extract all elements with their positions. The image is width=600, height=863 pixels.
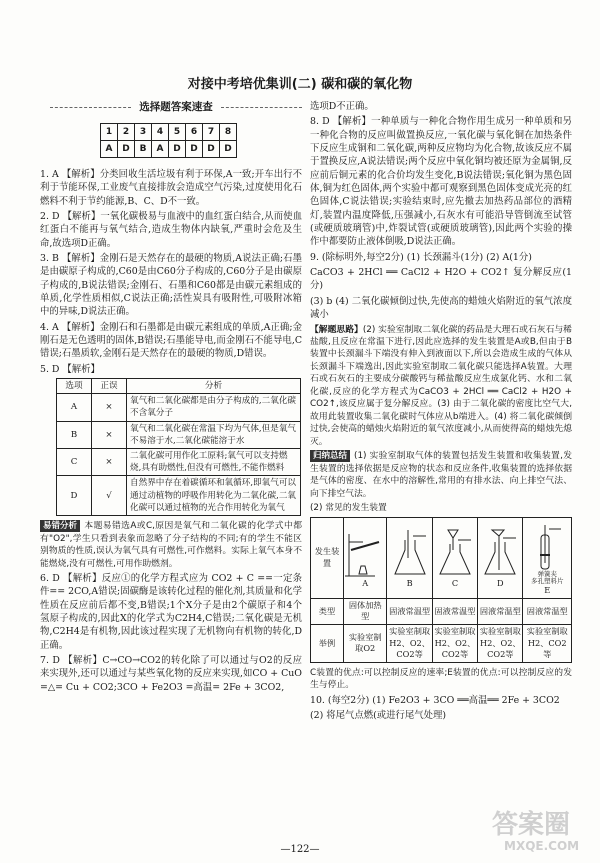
apparatus-note: C装置的优点:可以控制反应的速率;E装置的优点:可以控制反应的发生与停止。	[310, 667, 572, 691]
watermark-url: MXQE.COM	[504, 839, 580, 853]
analysis-mark: ×	[92, 449, 127, 476]
apparatus-letter: D	[497, 577, 504, 588]
answer-10-line-2: (2) 将尾气点燃(或进行尾气处理)	[310, 710, 447, 722]
answer-letter: D	[203, 140, 220, 157]
analysis-text: 二氧化碳可用作化工原料;氧气可以支持燃烧,具有助燃性,但没有可燃性,不能作燃料	[127, 449, 301, 476]
apparatus-cell	[344, 517, 387, 598]
apparatus-row	[311, 517, 572, 598]
apparatus-example: 实验室制取H2、CO2等	[523, 624, 572, 662]
analysis-head-option: 选项	[57, 379, 92, 394]
section-header	[50, 100, 302, 115]
analysis-head-mark: 正误	[92, 379, 127, 394]
analysis-text: 氧气和二氧化碳都是由分子构成的,二氧化碳不含氧分子	[127, 394, 301, 421]
answer-9-line-3: (3) b (4) 二氧化碳倾倒过快,先使高的蜡烛火焰附近的氧气浓度减小	[310, 295, 572, 321]
separatory-funnel-flask-icon	[435, 528, 475, 578]
header-rule-right	[221, 107, 302, 108]
analysis-option: D	[57, 476, 92, 516]
answer-1: 1. A 【解析】分类回收生活垃圾有利于环保,A一致;开车出行不利于节能环保,工业废气直接排放会造成空气污染,过度使用化石燃料不利于节约能源,B、C、D不一致。	[40, 168, 302, 207]
apparatus-example: 实验室制取O2	[344, 624, 387, 662]
apparatus-c-drawing	[434, 526, 476, 578]
answer-6: 6. D 【解析】反应①的化学方程式应为 CO2 + C ==一定条件== 2CO,A错误;固碳酶是该转化过程的催化剂,其质量和化学性质在反应前后都不变,B错误;1个X分子是由2个碳原子和4个氢原子构成的,因此X的化学式为C2H4,C错误;二氧化碳是无机物,C2H4是有机物,因此该过程实现了无机物向有机物的转化,D正确。	[40, 573, 302, 651]
apparatus-cell	[432, 517, 477, 598]
summary-text-2: (2) 常见的发生装置	[310, 503, 387, 514]
apparatus-b-drawing	[388, 526, 430, 578]
apparatus-example: 实验室制取H2、O2、CO2等	[478, 624, 523, 662]
answer-number: 7	[203, 123, 220, 140]
test-tube-clip-icon	[525, 521, 569, 571]
conical-flask-icon	[390, 528, 430, 578]
apparatus-letter: B	[406, 577, 413, 588]
apparatus-row	[311, 598, 572, 624]
answer-7-end: 选项D不正确。	[310, 101, 374, 112]
flask-long-funnel-icon	[480, 528, 520, 578]
answer-2: 2. D 【解析】一氧化碳极易与血液中的血红蛋白结合,从而使血红蛋白不能再与氧气结合,造成生物体内缺氧,严重时会危及生命,故选项D正确。	[40, 210, 302, 249]
section-header-text: 选择题答案速查	[139, 101, 213, 113]
apparatus-letter: C	[451, 577, 459, 588]
apparatus-d-drawing	[479, 526, 521, 578]
analysis-row	[57, 476, 301, 516]
analysis-row	[57, 449, 301, 476]
apparatus-example: 实验室制取H2、O2、CO2等	[432, 624, 477, 662]
answer-letter: D	[118, 140, 135, 157]
error-analysis	[40, 520, 302, 570]
analysis-option: C	[57, 449, 92, 476]
page-title: 对接中考培优集训(二) 碳和碳的氧化物	[187, 77, 413, 92]
answer-letter: A	[152, 140, 169, 157]
apparatus-type: 固液常温型	[478, 598, 523, 624]
answer-letter: D	[186, 140, 203, 157]
right-column	[310, 100, 572, 725]
analysis-option: A	[57, 394, 92, 421]
apparatus-letter: E	[544, 585, 551, 596]
apparatus-row	[311, 624, 572, 662]
apparatus-example: 实验室制取H2、O2、CO2等	[387, 624, 432, 662]
answer-number: 4	[152, 123, 169, 140]
apparatus-type: 固液常温型	[432, 598, 477, 624]
answer-number-row	[101, 123, 237, 140]
solution-idea-label: 【解题思路】	[310, 324, 363, 335]
summary-text-1: (1) 实验室制取气体的装置包括发生装置和收集装置,发生装置的选择依据是反应物的状态和反应条件,收集装置的选择依据是气体的密度、在水中的溶解性,常用的有排水法、向上排空气法、向下排空气法。	[310, 451, 572, 499]
answer-8: 8. D 【解析】一种单质与一种化合物作用生成另一种单质和另一种化合物的反应叫做置换反应,一氧化碳与氧化铜在加热条件下反应生成铜和二氧化碳,两种反应物均为化合物,故该反应不属于置换反应,A说法错误;两个反应中氧化铜均被还原为金属铜,反应前后铜元素的化合价均发生变化,B说法错误;氧化铜为黑色固体,铜为红色固体,两个实验中都可观察到黑色固体变成光亮的红色固体,C说法错误;实验结束时,应先撤去加热药品部位的酒精灯,装置内温度降低,压强减小,石灰水有可能沿导管倒流至试管(或硬质玻璃管)中,炸裂试管(或硬质玻璃管),因此两个实验的操作中都要防止液体倒吸,D说法正确。	[310, 116, 572, 248]
analysis-text: 自然界中存在着碳循环和氧循环,即氧气可以通过动植物的呼吸作用转化为二氧化碳,二氧化碳可以通过植物的光合作用转化为氧气	[127, 476, 301, 516]
apparatus-row-label: 类型	[311, 598, 344, 624]
apparatus-cell	[523, 517, 572, 598]
left-column	[40, 100, 302, 696]
solution-idea	[310, 324, 572, 449]
analysis-text: 氧气和二氧化碳在常温下均为气体,但是氧气不易溶于水,二氧化碳能溶于水	[127, 421, 301, 448]
apparatus-row-label: 举例	[311, 624, 344, 662]
answer-letter: D	[169, 140, 186, 157]
answer-letter: B	[135, 140, 152, 157]
clip-label: 弹簧夹	[537, 569, 557, 578]
answer-letter-row	[101, 140, 237, 157]
analysis-table	[56, 378, 301, 516]
analysis-option: B	[57, 421, 92, 448]
apparatus-cell	[387, 517, 432, 598]
analysis-head-text: 分析	[127, 379, 301, 394]
summary-label: 归纳总结	[310, 450, 350, 462]
answer-letter: D	[220, 140, 237, 157]
analysis-row	[57, 394, 301, 421]
header-rule-left	[50, 107, 131, 108]
answer-5: 5. D 【解析】	[40, 363, 100, 375]
apparatus-letter: A	[362, 577, 369, 588]
analysis-row	[57, 421, 301, 448]
apparatus-a-drawing	[345, 526, 385, 578]
summary	[310, 450, 572, 500]
answer-9-line-1: 9. (除标明外,每空2分) (1) 长颈漏斗(1分) (2) A(1分)	[310, 251, 532, 263]
apparatus-row-label: 发生装置	[311, 517, 344, 598]
solution-idea-text: (2) 实验室制取二氧化碳的药品是大理石或石灰石与稀盐酸,且反应在常温下进行,因此应选择的发生装置是A或B,但由于B装置中长颈漏斗下端没有伸入到液面以下,所以会造成生成的气体从长颈漏斗下端逸出,因此实验室制取二氧化碳只能选择A装置。大理石或石灰石的主要成分碳酸钙与稀盐酸反应生成氯化钙、水和二氧化碳,反应的化学方程式为CaCO3 + 2HCl ══ CaCl2 + H2O + CO2↑,该反应属于复分解反应。(3) 由于二氧化碳的密度比空气大,故用此装置收集二氧化碳时气体应从b端进入。(4) 将二氧化碳倾倒过快,会使高的蜡烛火焰附近的氧气浓度减小,从而使得高的蜡烛先熄灭。	[310, 324, 572, 447]
answer-number: 3	[135, 123, 152, 140]
answer-7: 7. D 【解析】C→CO→CO2的转化除了可以通过与O2的反应来实现外,还可以通过与某些氧化物的反应来实现,如CO + CuO =△= Cu + CO2;3CO + Fe2O3 =高温= 2Fe + 3CO2,	[40, 655, 302, 693]
plate-label: 多孔塑料片	[530, 576, 564, 585]
answer-number: 2	[118, 123, 135, 140]
answer-4: 4. A 【解析】金刚石和石墨都是由碳元素组成的单质,A正确;金刚石是无色透明的固体,B错误;石墨能导电,而金刚石不能导电,C错误;石墨质软,金刚石是天然存在的最硬的物质,D错误。	[40, 321, 302, 360]
answer-number: 1	[101, 123, 118, 140]
analysis-mark: ×	[92, 421, 127, 448]
answer-letter: A	[101, 140, 118, 157]
analysis-mark: ×	[92, 394, 127, 421]
apparatus-table	[310, 517, 572, 663]
answer-9-line-2: CaCO3 + 2HCl ══ CaCl2 + H2O + CO2↑ 复分解反应(1分)	[310, 267, 572, 292]
answer-3: 3. B 【解析】金刚石是天然存在的最硬的物质,A说法正确;石墨是由碳原子构成的,C60是由C60分子构成的,C60分子是由碳原子构成的,B说法错误;金刚石、石墨和C60都是由碳元素组成的单质,化学性质相似,C说法正确;活性炭具有吸附性,可吸附冰箱中的异味,D说法正确。	[40, 252, 302, 318]
answer-number: 8	[220, 123, 237, 140]
answer-number: 6	[186, 123, 203, 140]
analysis-mark: √	[92, 476, 127, 516]
apparatus-type: 固体加热型	[344, 598, 387, 624]
apparatus-type: 固液常温型	[387, 598, 432, 624]
answer-10-line-1: 10. (每空2分) (1) Fe2O3 + 3CO ══高温══ 2Fe + 3CO2	[310, 694, 560, 706]
apparatus-e-drawing	[524, 519, 570, 571]
apparatus-type: 固液常温型	[523, 598, 572, 624]
error-analysis-text: 本题易错选A或C,原因是氧气和二氧化碳的化学式中都有"O2",学生只看到表象而忽略了分子结构的不同;有的学生不能区别物质的性质,误认为氧气具有可燃性,可作燃料。实际上氧气本身不能燃烧,没有可燃性,可用作助燃剂。	[40, 521, 302, 569]
page-number: —122—	[280, 844, 320, 855]
error-analysis-label: 易错分析	[40, 520, 80, 532]
test-tube-heating-icon	[345, 528, 385, 578]
apparatus-cell	[478, 517, 523, 598]
answer-table	[100, 123, 237, 158]
answer-number: 5	[169, 123, 186, 140]
watermark-logo: 答案圈	[492, 810, 571, 840]
analysis-header-row	[57, 379, 301, 394]
